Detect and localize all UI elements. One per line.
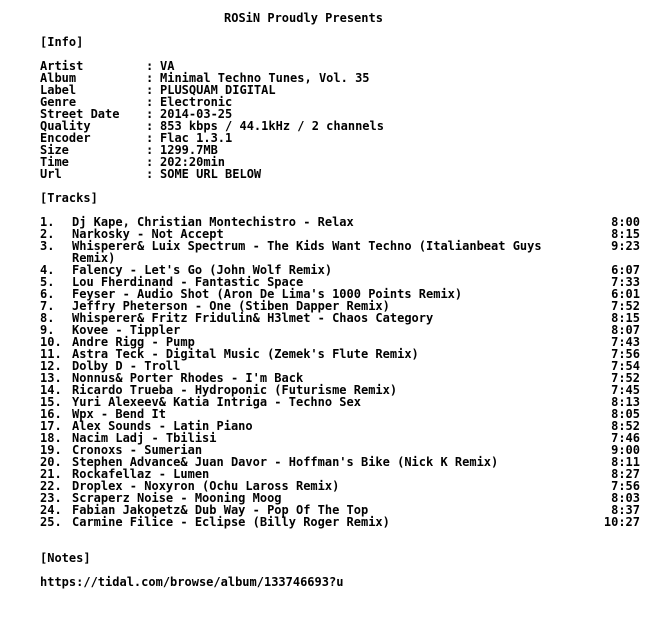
track-title: Feyser - Audio Shot (Aron De Lima's 1000 Points Remix) [72, 287, 463, 301]
info-value: SOME URL BELOW [160, 167, 262, 181]
info-table [40, 60, 384, 180]
info-separator: : [146, 131, 154, 145]
track-duration: 7:43 [611, 335, 640, 349]
track-list [40, 216, 640, 528]
track-duration: 7:46 [611, 431, 640, 445]
track-duration: 8:15 [611, 311, 640, 325]
track-title: Astra Teck - Digital Music (Zemek's Flute Remix) [72, 347, 419, 361]
track-title: Alex Sounds - Latin Piano [72, 419, 253, 433]
track-number: 6. [40, 287, 55, 301]
info-key: Label [40, 83, 77, 97]
track-title: Rockafellaz - Lumen [72, 467, 210, 481]
track-title: Whisperer& Luix Spectrum - The Kids Want Techno (Italianbeat Guys Remix) [72, 239, 542, 265]
info-key: Url [40, 167, 62, 181]
track-duration: 9:00 [611, 443, 640, 457]
track-duration: 8:05 [611, 407, 640, 421]
track-title: Jeffry Pheterson - One (Stiben Dapper Remix) [72, 299, 390, 313]
track-title: Whisperer& Fritz Fridulin& H3lmet - Chaos Category [72, 311, 434, 325]
track-title: Wpx - Bend It [72, 407, 166, 421]
track-title: Dj Kape, Christian Montechistro - Relax [72, 215, 354, 229]
track-title: Yuri Alexeev& Katia Intriga - Techno Sex [72, 395, 361, 409]
track-duration: 10:27 [603, 515, 640, 529]
track-number: 20. [40, 455, 62, 469]
track-duration: 8:15 [611, 227, 640, 241]
track-number: 18. [40, 431, 62, 445]
info-value: VA [160, 59, 175, 73]
track-number: 23. [40, 491, 62, 505]
notes-section-header: [Notes] [40, 551, 91, 565]
release-title: ROSiN Proudly Presents [224, 11, 383, 25]
track-number: 13. [40, 371, 62, 385]
track-duration: 6:01 [611, 287, 640, 301]
track-duration: 8:00 [611, 215, 640, 229]
info-value: PLUSQUAM DIGITAL [160, 83, 276, 97]
info-key: Time [40, 155, 69, 169]
tracks-section-header: [Tracks] [40, 191, 98, 205]
track-number: 16. [40, 407, 62, 421]
track-title: Stephen Advance& Juan Davor - Hoffman's Bike (Nick K Remix) [72, 455, 499, 469]
track-duration: 8:11 [611, 455, 640, 469]
track-title: Dolby D - Troll [72, 359, 181, 373]
track-duration: 7:52 [611, 371, 640, 385]
track-duration: 7:52 [611, 299, 640, 313]
info-separator: : [146, 71, 154, 85]
track-number: 7. [40, 299, 55, 313]
track-number: 21. [40, 467, 62, 481]
track-title: Fabian Jakopetz& Dub Way - Pop Of The Top [72, 503, 369, 517]
track-number: 2. [40, 227, 55, 241]
track-duration: 7:54 [611, 359, 640, 373]
info-value: Flac 1.3.1 [160, 131, 233, 145]
info-section-header: [Info] [40, 35, 84, 49]
track-row [40, 516, 640, 528]
track-duration: 7:56 [611, 347, 640, 361]
track-title: Kovee - Tippler [72, 323, 181, 337]
track-number: 8. [40, 311, 55, 325]
track-number: 1. [40, 215, 55, 229]
track-title: Ricardo Trueba - Hydroponic (Futurisme Remix) [72, 383, 398, 397]
track-number: 10. [40, 335, 62, 349]
info-value: 2014-03-25 [160, 107, 233, 121]
track-title: Scraperz Noise - Mooning Moog [72, 491, 282, 505]
track-number: 25. [40, 515, 62, 529]
info-key: Size [40, 143, 69, 157]
track-duration: 8:52 [611, 419, 640, 433]
info-key: Album [40, 71, 77, 85]
track-number: 22. [40, 479, 62, 493]
track-duration: 7:45 [611, 383, 640, 397]
track-duration: 8:13 [611, 395, 640, 409]
track-number: 12. [40, 359, 62, 373]
info-key: Artist [40, 59, 84, 73]
track-number: 24. [40, 503, 62, 517]
info-separator: : [146, 59, 154, 73]
info-separator: : [146, 107, 154, 121]
track-number: 14. [40, 383, 62, 397]
notes-url: https://tidal.com/browse/album/133746693?u [40, 575, 344, 589]
info-separator: : [146, 119, 154, 133]
info-separator: : [146, 155, 154, 169]
track-title: Andre Rigg - Pump [72, 335, 195, 349]
track-duration: 6:07 [611, 263, 640, 277]
track-number: 19. [40, 443, 62, 457]
info-key: Street Date [40, 107, 120, 121]
info-value: Electronic [160, 95, 233, 109]
track-number: 11. [40, 347, 62, 361]
info-key: Quality [40, 119, 91, 133]
info-separator: : [146, 83, 154, 97]
track-number: 15. [40, 395, 62, 409]
info-value: 853 kbps / 44.1kHz / 2 channels [160, 119, 384, 133]
track-number: 17. [40, 419, 62, 433]
info-value: 202:20min [160, 155, 226, 169]
track-number: 9. [40, 323, 55, 337]
track-title: Carmine Filice - Eclipse (Billy Roger Remix) [72, 515, 390, 529]
track-duration: 8:07 [611, 323, 640, 337]
info-separator: : [146, 95, 154, 109]
track-number: 5. [40, 275, 55, 289]
track-duration: 8:27 [611, 467, 640, 481]
info-separator: : [146, 167, 154, 181]
track-duration: 9:23 [611, 239, 640, 253]
info-value: Minimal Techno Tunes, Vol. 35 [160, 71, 370, 85]
track-title: Droplex - Noxyron (Ochu Laross Remix) [72, 479, 340, 493]
track-title: Cronoxs - Sumerian [72, 443, 203, 457]
track-duration: 7:33 [611, 275, 640, 289]
info-separator: : [146, 143, 154, 157]
track-title: Lou Fherdinand - Fantastic Space [72, 275, 304, 289]
track-title: Falency - Let's Go (John Wolf Remix) [72, 263, 333, 277]
info-key: Genre [40, 95, 77, 109]
info-row-url [40, 168, 384, 180]
track-number: 3. [40, 239, 55, 253]
track-title: Narkosky - Not Accept [72, 227, 224, 241]
info-key: Encoder [40, 131, 91, 145]
track-duration: 8:03 [611, 491, 640, 505]
track-duration: 7:56 [611, 479, 640, 493]
track-number: 4. [40, 263, 55, 277]
track-title: Nacim Ladj - Tbilisi [72, 431, 217, 445]
track-row [40, 240, 640, 264]
info-value: 1299.7MB [160, 143, 218, 157]
track-title: Nonnus& Porter Rhodes - I'm Back [72, 371, 304, 385]
track-duration: 8:37 [611, 503, 640, 517]
